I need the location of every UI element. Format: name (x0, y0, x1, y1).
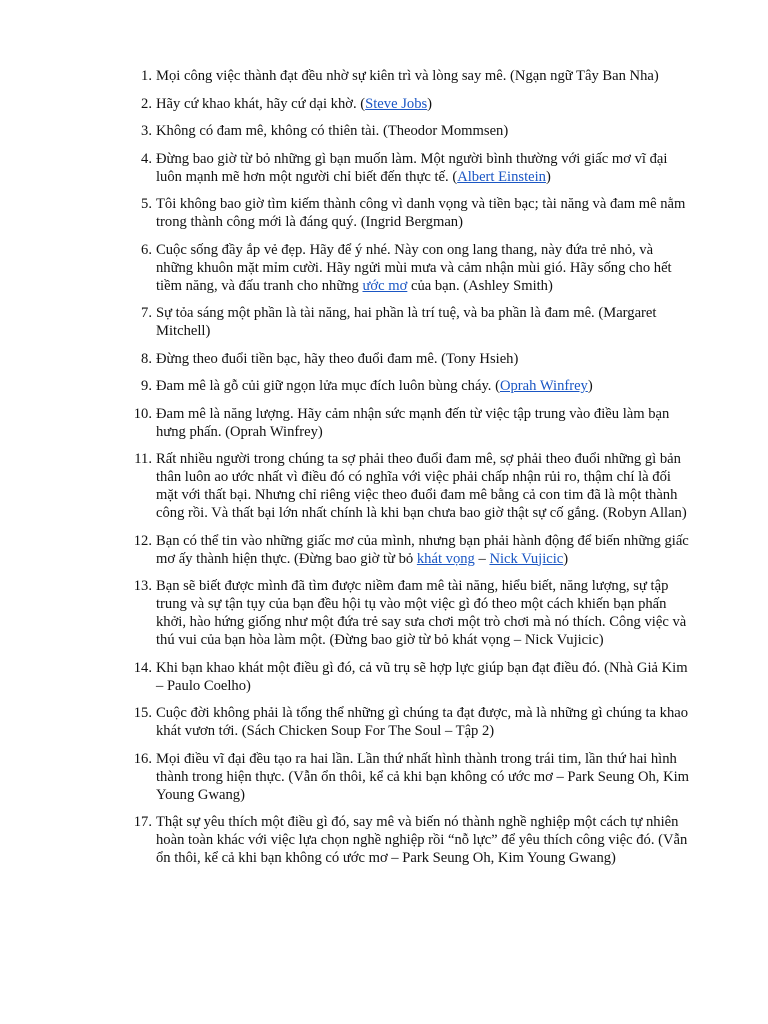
quote-number: 8. (141, 350, 152, 367)
quote-item (0, 704, 768, 740)
quote-text-segment: Khi bạn khao khát một điều gì đó, cả vũ trụ sẽ hợp lực giúp bạn đạt điều đó. (Nhà Giả Kim – Paulo Coelho) (156, 659, 688, 694)
quote-number: 3. (141, 123, 152, 139)
quote-text-segment: Đam mê là gỗ củi giữ ngọn lửa mục đích luôn bùng cháy. ( (156, 378, 500, 394)
quote-number: 2. (141, 95, 152, 112)
quote-item (0, 195, 768, 231)
quote-text (156, 751, 689, 803)
quote-number: 16. (133, 750, 152, 767)
quote-item (0, 377, 768, 395)
quote-text-segment: Đừng bao giờ từ bỏ những gì bạn muốn làm. Một người bình thường với giấc mơ vĩ đại luôn mạnh mẽ hơn một người chỉ biết đến thực tế. ( (156, 150, 668, 185)
quote-text (156, 96, 432, 112)
quote-text (156, 123, 508, 139)
quote-text (156, 196, 685, 230)
quote-text (156, 242, 672, 294)
quote-number: 1. (141, 68, 152, 84)
quote-number: 4. (141, 150, 152, 167)
quote-text-segment: Không có đam mê, không có thiên tài. (Theodor Mommsen) (156, 123, 509, 139)
author-link[interactable]: khát vọng (416, 550, 475, 567)
quote-text (156, 533, 689, 567)
quote-item (0, 350, 768, 368)
quote-text-segment: Thật sự yêu thích một điều gì đó, say mê và biến nó thành nghề nghiệp một cách tự nhiên hoàn toàn khác với việc lựa chọn nghề nghiệp rồi “nỗ lực” để yêu thích công việc đó. (Vẫn ổn thôi, kể cả khi bạn không có ước mơ – Park Seung Oh, Kim Young Gwang) (156, 814, 688, 866)
quote-text (156, 814, 687, 866)
author-link[interactable]: ước mơ (362, 277, 408, 294)
quote-text (156, 305, 656, 339)
quote-item (0, 122, 768, 140)
quote-text-segment: Cuộc sống đầy ắp vẻ đẹp. Hãy để ý nhé. Này con ong lang thang, này đứa trẻ nhỏ, và những khuôn mặt mỉm cười. Hãy ngửi mùi mưa và cảm nhận mùi gió. Hãy sống cho hết tiềm năng, và đấu tranh cho những (156, 241, 672, 294)
quote-text-segment: Cuộc đời không phải là tổng thể những gì chúng ta đạt được, mà là những gì chúng ta khao khát vươn tới. (Sách Chicken Soup For The Soul – Tập 2) (156, 705, 689, 739)
quote-text-segment: của bạn. (Ashley Smith) (407, 277, 553, 294)
quote-text-segment: Sự tỏa sáng một phần là tài năng, hai phần là trí tuệ, và ba phần là đam mê. (Margaret Mitchell) (156, 305, 657, 339)
quote-number: 10. (133, 405, 152, 422)
quote-text (156, 351, 518, 367)
author-link[interactable]: Nick Vujicic (489, 550, 564, 567)
quote-number: 11. (134, 451, 152, 467)
quote-text-segment: Mọi công việc thành đạt đều nhờ sự kiên trì và lòng say mê. (Ngạn ngữ Tây Ban Nha) (156, 68, 659, 84)
quote-text-segment: ) (587, 378, 593, 394)
quote-text-segment: Tôi không bao giờ tìm kiếm thành công vì danh vọng và tiền bạc; tài năng và đam mê nằm trong thành công mới là đáng quý. (Ingrid Bergman) (156, 196, 686, 230)
quote-item (0, 241, 768, 295)
quote-text-segment: Đam mê là năng lượng. Hãy cảm nhận sức mạnh đến từ việc tập trung vào điều làm bạn hưng phấn. (Oprah Winfrey) (156, 405, 670, 440)
quote-item (0, 304, 768, 340)
quote-item (0, 659, 768, 695)
quote-item (0, 750, 768, 804)
quote-text-segment: Rất nhiều người trong chúng ta sợ phải theo đuổi đam mê, sợ phải theo đuổi những gì bản thân luôn ao ước nhất vì điều đó có nghĩa với việc phải chấp nhận rủi ro, thậm chí là đối mặt với thất bại. Nhưng chỉ riêng việc theo đuổi đam mê bằng cả con tim đã là một thành công rồi. Và thất bại lớn nhất chính là khi bạn chưa bao giờ thật sự cố gắng. (Robyn Allan) (156, 451, 687, 521)
quote-item (0, 577, 768, 649)
quote-number: 6. (141, 241, 152, 258)
quote-item (0, 405, 768, 441)
author-link[interactable]: Albert Einstein (457, 168, 546, 185)
quote-text (156, 660, 688, 694)
quote-text-segment: Mọi điều vĩ đại đều tạo ra hai lần. Lần thứ nhất hình thành trong trái tim, lần thứ hai hình thành trong hiện thực. (Vẫn ổn thôi, kể cả khi bạn không có ước mơ – Park Seung Oh, Kim Young Gwang) (156, 750, 690, 803)
quote-text (156, 151, 667, 185)
quote-item (0, 150, 768, 186)
quote-number: 17. (133, 814, 152, 830)
quote-text (156, 378, 593, 394)
quote-item (0, 532, 768, 568)
author-link[interactable]: Oprah Winfrey (499, 378, 588, 394)
quote-text-segment: Hãy cứ khao khát, hãy cứ dại khờ. ( (156, 95, 366, 112)
quote-number: 7. (141, 305, 152, 321)
quote-text-segment: – (474, 550, 490, 567)
quote-number: 13. (133, 578, 152, 594)
quote-number: 12. (133, 532, 152, 549)
quote-list (0, 67, 768, 877)
quote-number: 9. (141, 378, 152, 394)
quote-item (0, 95, 768, 113)
quote-text (156, 451, 687, 521)
quote-text-segment: Bạn sẽ biết được mình đã tìm được niềm đam mê tài năng, hiểu biết, năng lượng, sự tập trung và sự tận tụy của bạn đều hội tụ vào một việc gì đó theo một cách khiến bạn phấn khởi, hào hứng giống như một đứa trẻ say sưa chơi một trò chơi mà nó thích. Công việc và thú vui của bạn hòa làm một. (Đừng bao giờ từ bỏ khát vọng – Nick Vujicic) (156, 578, 687, 648)
quote-number: 15. (133, 705, 152, 721)
quote-text (156, 68, 659, 84)
quote-text (156, 578, 686, 648)
quote-text-segment: ) (427, 95, 433, 112)
quote-text (156, 406, 669, 440)
quote-item (0, 813, 768, 867)
quote-text (156, 705, 688, 739)
quote-text-segment: ) (545, 168, 551, 185)
quote-text-segment: Bạn có thể tin vào những giấc mơ của mình, nhưng bạn phải hành động để biến những giấc mơ ấy thành hiện thực. (Đừng bao giờ từ bỏ (156, 532, 689, 567)
quote-item (0, 450, 768, 522)
quote-number: 5. (141, 196, 152, 212)
quote-text-segment: ) (563, 550, 569, 567)
quote-text-segment: Đừng theo đuổi tiền bạc, hãy theo đuổi đam mê. (Tony Hsieh) (156, 350, 519, 367)
quote-number: 14. (133, 659, 152, 676)
quote-item (0, 67, 768, 85)
author-link[interactable]: Steve Jobs (365, 95, 428, 112)
